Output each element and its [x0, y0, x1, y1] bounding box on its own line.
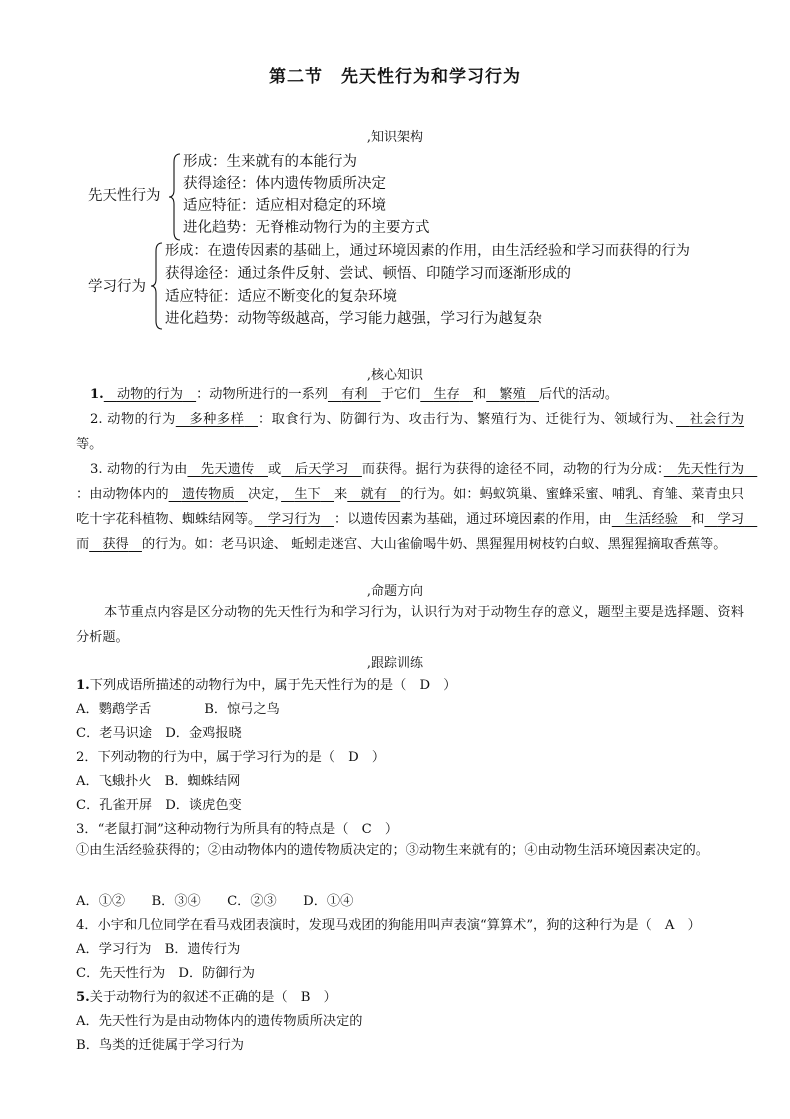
direction-heading: ,命题方向 — [366, 584, 424, 599]
practice-heading: ,跟踪训练 — [366, 656, 424, 671]
practice-line: C．先天性行为 D．防御行为 — [76, 966, 255, 981]
learned-line: 获得途径：通过条件反射、尝试、顿悟、印随学习而逐渐形成的 — [165, 266, 571, 282]
practice-line: B．鸟类的迁徙属于学习行为 — [76, 1038, 244, 1053]
innate-label: 先天性行为 — [88, 188, 161, 204]
practice-line: 5.关于动物行为的叙述不正确的是（ B ） — [76, 990, 337, 1005]
learned-line: 进化趋势：动物等级越高，学习能力越强，学习行为越复杂 — [165, 311, 542, 327]
learned-line: 适应特征：适应不断变化的复杂环境 — [165, 289, 397, 305]
practice-line: C．孔雀开屏 D．谈虎色变 — [76, 798, 242, 813]
practice-line: 1.下列成语所描述的动物行为中，属于先天性行为的是（ D ） — [76, 678, 457, 693]
learned-label: 学习行为 — [88, 279, 146, 295]
practice-line: 3．“老鼠打洞”这种动物行为所具有的特点是（ C ） — [76, 822, 399, 837]
practice-line: A．飞蛾扑火 B．蜘蛛结网 — [76, 774, 241, 789]
practice-line: 4．小宇和几位同学在看马戏团表演时，发现马戏团的狗能用叫声表演“算算术”，狗的这种行为是（ A ） — [76, 918, 701, 933]
core-heading: ,核心知识 — [366, 368, 424, 383]
innate-line: 进化趋势：无脊椎动物行为的主要方式 — [183, 220, 430, 236]
practice-line: A．鹦鹉学舌 B．惊弓之鸟 — [76, 702, 280, 717]
innate-line: 形成：生来就有的本能行为 — [183, 154, 357, 170]
practice-line: C．老马识途 D．金鸡报晓 — [76, 726, 242, 741]
framework-heading: ,知识架构 — [366, 130, 424, 145]
q3-stem: ①由生活经验获得的；②由动物体内的遗传物质决定的；③动物生来就有的；④由动物生活环境因素决定的。 — [76, 843, 709, 858]
practice-line: A．先天性行为是由动物体内的遗传物质所决定的 — [76, 1014, 363, 1029]
practice-line: 2．下列动物的行为中，属于学习行为的是（ D ） — [76, 750, 386, 765]
innate-brace-icon — [168, 152, 182, 242]
practice-line: A．学习行为 B．遗传行为 — [76, 942, 241, 957]
core-paragraph-2: 2. 动物的行为 多种多样 ：取食行为、防御行为、攻击行为、繁殖行为、迁徙行为、领域行为、 社会行为等。 — [76, 412, 745, 452]
innate-line: 适应特征：适应相对稳定的环境 — [183, 198, 386, 214]
direction-text: 本节重点内容是区分动物的先天性行为和学习行为，认识行为对于动物生存的意义，题型主要是选择题、资料分析题。 — [76, 605, 744, 645]
learned-brace-icon — [150, 241, 164, 331]
practice-line: A．①② B．③④ C．②③ D．①④ — [76, 894, 354, 909]
innate-line: 获得途径：体内遗传物质所决定 — [183, 176, 386, 192]
core-paragraph-3: 3. 动物的行为由 先天遗传 或 后天学习 而获得。据行为获得的途径不同，动物的行为分成： 先天性行为 ：由动物体内的 遗传物质 决定， 生下 来 就有 的行为。如：蚂蚁筑巢、蜜蜂采蜜、哺乳、育雏、菜青虫只吃十字花科植物、蜘蛛结网等。 学习行为 ：以遗传因素为基础，通过环境因素的作用，由 生活经验 和 学习 而 获得 的行为。如：老马识途、 蚯蚓走迷宫、大山雀偷喝牛奶、黑猩猩用树枝钓白蚁、黑猩猩摘取香蕉等。 — [76, 462, 745, 552]
learned-line: 形成：在遗传因素的基础上，通过环境因素的作用，由生活经验和学习而获得的行为 — [165, 243, 690, 259]
page-title: 第二节 先天性行为和学习行为 — [269, 67, 521, 87]
core-paragraph-1: 1. 动物的行为 ：动物所进行的一系列 有利 于它们 生存 和 繁殖 后代的活动。 — [90, 387, 619, 402]
